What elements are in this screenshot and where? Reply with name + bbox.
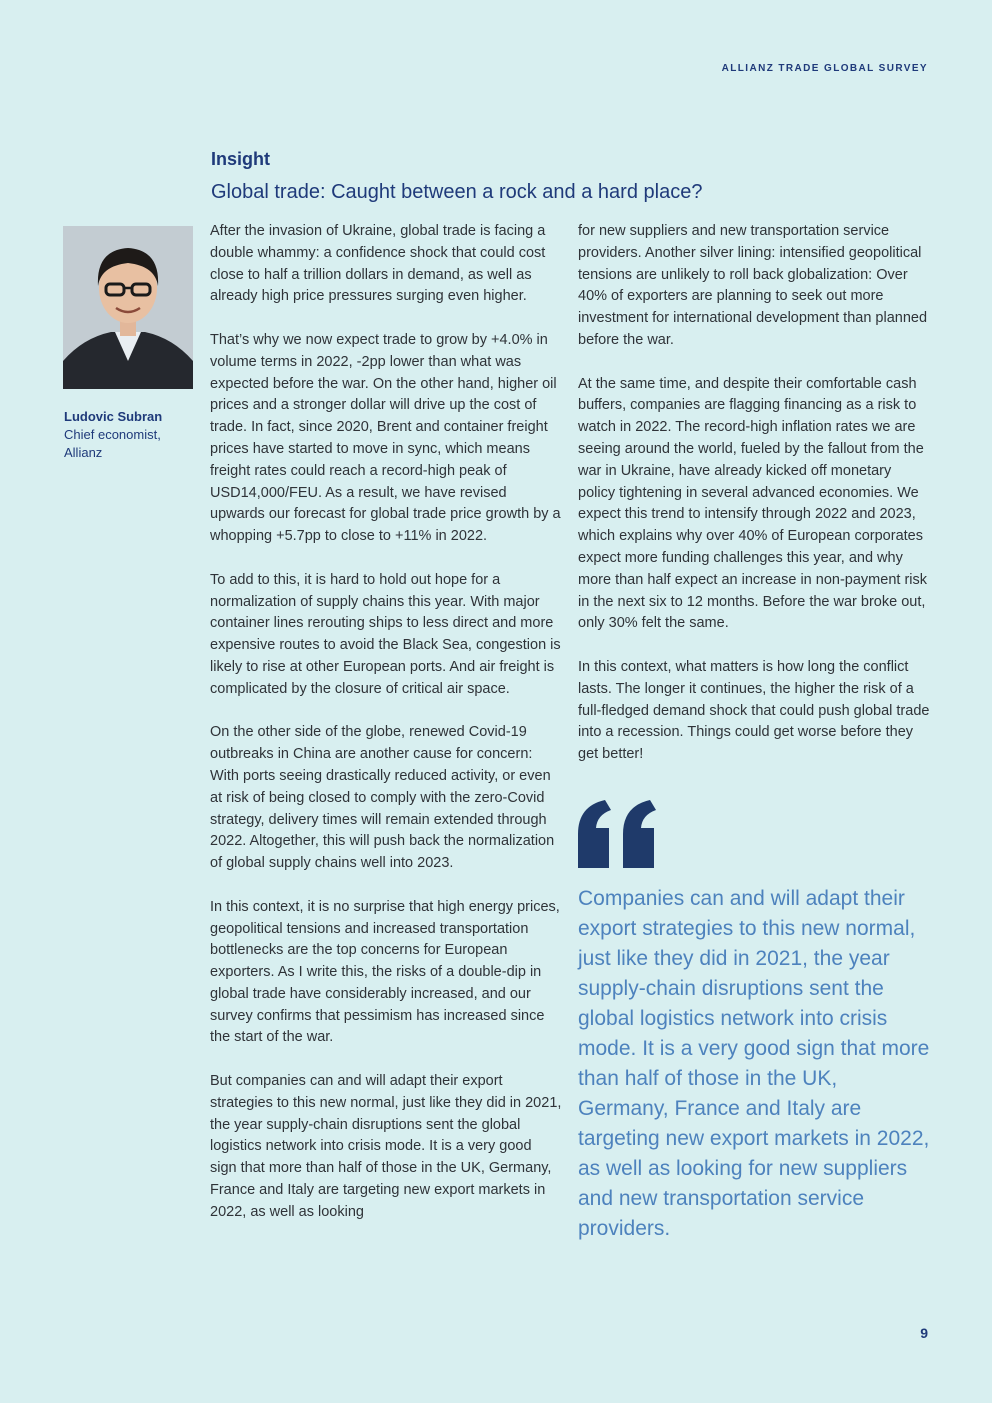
author-role: Chief economist, bbox=[64, 427, 161, 442]
body-column-right bbox=[578, 221, 930, 788]
quotation-mark-icon bbox=[578, 800, 656, 868]
body-paragraph: for new suppliers and new transportation service providers. Another silver lining: intensified geopolitical tensions are unlikely to roll back globalization: Over 40% of exporters are planning to seek out more investment for international development than planned before the war. bbox=[578, 223, 928, 348]
author-caption bbox=[64, 408, 162, 462]
section-kicker: Insight bbox=[211, 149, 270, 169]
author-company: Allianz bbox=[64, 445, 103, 460]
page-number: 9 bbox=[920, 1325, 928, 1341]
body-paragraph: On the other side of the globe, renewed Covid-19 outbreaks in China are another cause for concern: With ports seeing drastically reduced activity, or even at risk of being closed to comply with the zero-Covid strategy, delivery times will remain extended through 2022. Altogether, this will push back the normalization of global supply chains well into 2023. bbox=[210, 724, 555, 872]
body-paragraph: In this context, it is no surprise that high energy prices, geopolitical tensions and increased transportation bottlenecks are the top concerns for European exporters. As I write this, the risks of a double-dip in global trade have considerably increased, and our survey confirms that pessimism has increased since the start of the war. bbox=[210, 898, 560, 1046]
body-paragraph: After the invasion of Ukraine, global trade is facing a double whammy: a confidence shock that could cost close to half a trillion dollars in demand, as well as already high price pressures surging even higher. bbox=[210, 223, 546, 305]
body-column-left bbox=[210, 221, 562, 1245]
running-header: ALLIANZ TRADE GLOBAL SURVEY bbox=[721, 63, 928, 74]
body-paragraph: In this context, what matters is how long the conflict lasts. The longer it continues, the higher the risk of a full-fledged demand shock that could push global trade into a recession. Things could get worse before they get better! bbox=[578, 658, 930, 763]
author-photo bbox=[63, 226, 193, 389]
body-paragraph: At the same time, and despite their comfortable cash buffers, companies are flagging financing as a risk to watch in 2022. The record-high inflation rates we are seeing around the world, fueled by the fallout from the war in Ukraine, have already kicked off monetary policy tightening in several advanced economies. We expect this trend to intensify through 2022 and 2023, which explains why over 40% of European corporates expect more funding challenges this year, and why more than half expect an increase in non-payment risk in the next six to 12 months. Before the war broke out, only 30% felt the same. bbox=[578, 375, 927, 632]
body-paragraph: That’s why we now expect trade to grow by +4.0% in volume terms in 2022, -2pp lower than what was expected before the war. On the other hand, higher oil prices and a stronger dollar will drive up the cost of trade. In fact, since 2020, Brent and container freight prices have started to move in sync, which means freight rates could reach a record-high peak of USD14,000/FEU. As a result, we have revised upwards our forecast for global trade price growth by a whopping +5.7pp to close to +11% in 2022. bbox=[210, 331, 561, 545]
author-name: Ludovic Subran bbox=[64, 409, 163, 424]
article-headline: Global trade: Caught between a rock and a hard place? bbox=[211, 181, 703, 203]
portrait-icon bbox=[63, 226, 193, 389]
body-paragraph: But companies can and will adapt their export strategies to this new normal, just like they did in 2021, the year supply-chain disruptions sent the global logistics network into crisis mode. It is a very good sign that more than half of those in the UK, Germany, France and Italy are targeting new export markets in 2022, as well as looking bbox=[210, 1073, 562, 1220]
body-paragraph: To add to this, it is hard to hold out hope for a normalization of supply chains this year. With major container lines rerouting ships to less direct and more expensive routes to avoid the Black Sea, congestion is likely to rise at other European ports. And air freight is complicated by the closure of critical air space. bbox=[210, 571, 561, 697]
pull-quote: Companies can and will adapt their export strategies to this new normal, just like they did in 2021, the year supply-chain disruptions sent the global logistics network into crisis mode. It is a very good sign that more than half of those in the UK, Germany, France and Italy are targeting new export markets in 2022, as well as looking for new suppliers and new transportation service providers. bbox=[578, 887, 930, 1240]
